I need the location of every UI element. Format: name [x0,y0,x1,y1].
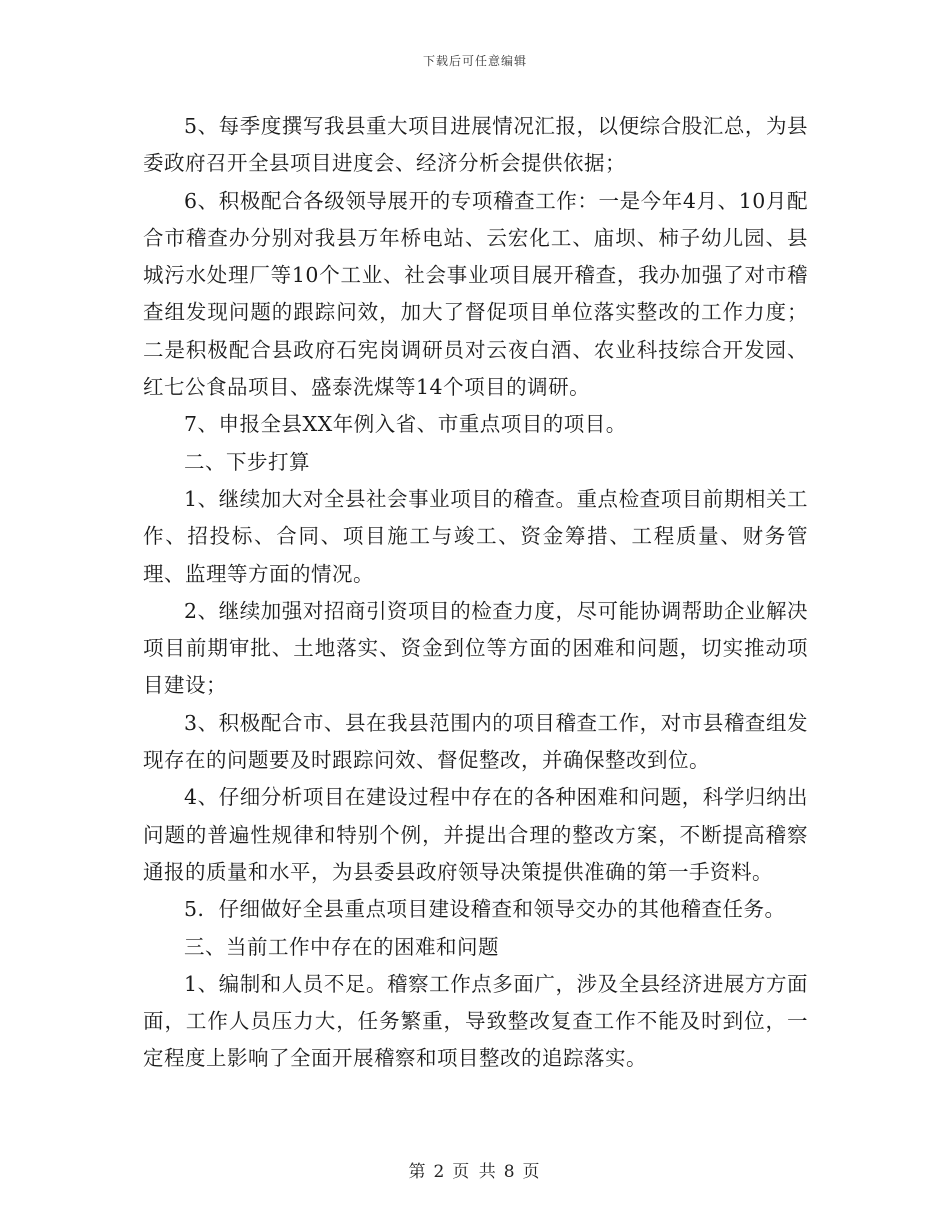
section-heading-problems: 三、当前工作中存在的困难和问题 [184,934,499,959]
paragraph-plan-5: 5．仔细做好全县重点项目建设稽查和领导交办的其他稽查任务。 [184,897,786,922]
page-footer [0,1157,950,1182]
footer-suffix: 页 [522,1162,542,1182]
paragraph-plan-4: 4、仔细分析项目在建设过程中存在的各种困难和问题，科学归纳出问题的普遍性规律和特别个例，并提出合理的整改方案，不断提高稽察通报的质量和水平，为县委县政府领导决策提供准确的第一手资料。 [143,785,808,884]
footer-page-number: 2 [433,1162,447,1182]
footer-prefix: 第 [408,1162,428,1182]
paragraph-item-6-inspection: 6、积极配合各级领导展开的专项稽查工作：一是今年4月、10月配合市稽查办分别对我县万年桥电站、云宏化工、庙坝、柿子幼儿园、县城污水处理厂等10个工业、社会事业项目展开稽查，我办加强了对市稽查组发现问题的跟踪问效，加大了督促项目单位落实整改的工作力度；二是积极配合县政府石宪岗调研员对云夜白酒、农业科技综合开发园、红七公食品项目、盛泰洗煤等14个项目的调研。 [143,188,808,400]
paragraph-plan-3: 3、积极配合市、县在我县范围内的项目稽查工作，对市县稽查组发现存在的问题要及时跟踪问效、督促整改，并确保整改到位。 [143,710,808,773]
paragraph-plan-1: 1、继续加大对全县社会事业项目的稽查。重点检查项目前期相关工作、招投标、合同、项目施工与竣工、资金筹措、工程质量、财务管理、监理等方面的情况。 [143,486,808,586]
paragraph-item-7-declare: 7、申报全县XX年例入省、市重点项目的项目。 [184,412,627,437]
paragraph-problem-1: 1、编制和人员不足。稽察工作点多面广，涉及全县经济进展方方面面，工作人员压力大，任务繁重，导致整改复查工作不能及时到位，一定程度上影响了全面开展稽察和项目整改的追踪落实。 [143,971,808,1071]
section-heading-next-plans: 二、下步打算 [184,449,310,474]
footer-mid: 页 共 [452,1162,498,1182]
paragraph-item-5-report: 5、每季度撰写我县重大项目进展情况汇报，以便综合股汇总，为县委政府召开全县项目进度会、经济分析会提供依据； [143,114,808,176]
page-header-note: 下载后可任意编辑 [422,54,527,68]
paragraph-plan-2: 2、继续加强对招商引资项目的检查力度，尽可能协调帮助企业解决项目前期审批、土地落实、资金到位等方面的困难和问题，切实推动项目建设； [143,598,808,698]
footer-total-pages: 8 [503,1162,517,1182]
document-body [143,108,808,1078]
